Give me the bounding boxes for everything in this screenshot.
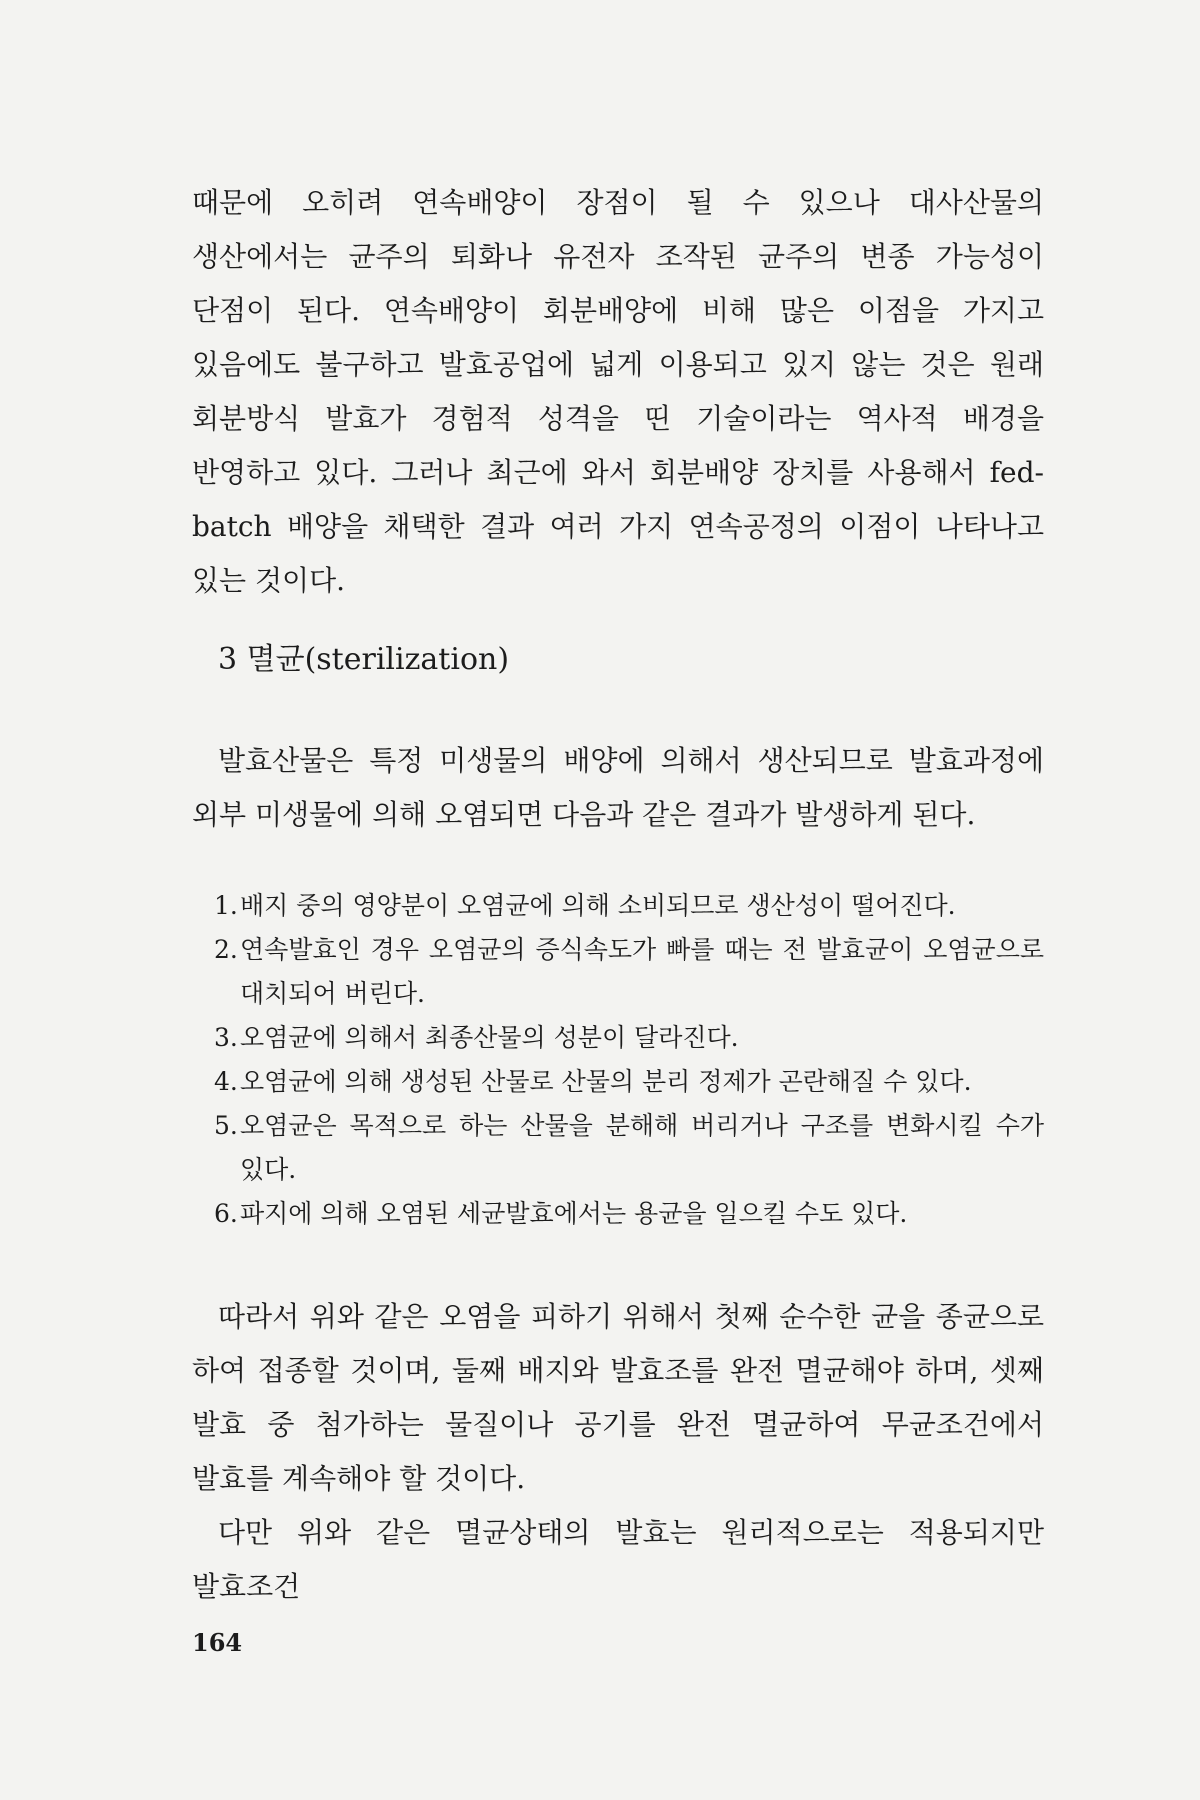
list-item bbox=[214, 928, 1044, 1016]
list-item-number: 3. bbox=[214, 1023, 238, 1052]
list-item bbox=[214, 1104, 1044, 1192]
sterilization-intro-paragraph: 발효산물은 특정 미생물의 배양에 의해서 생산되므로 발효과정에 외부 미생물에 의해 오염되면 다음과 같은 결과가 발생하게 된다. bbox=[192, 744, 1044, 831]
list-item-number: 5. bbox=[214, 1111, 238, 1140]
list-item-text: 오염균에 의해서 최종산물의 성분이 달라진다. bbox=[240, 1023, 739, 1052]
section-heading: 3 멸균(sterilization) bbox=[218, 642, 510, 677]
list-item-text: 오염균은 목적으로 하는 산물을 분해해 버리거나 구조를 변화시킬 수가 있다. bbox=[240, 1111, 1044, 1184]
closing-paragraph: 다만 위와 같은 멸균상태의 발효는 원리적으로는 적용되지만 발효조건 bbox=[192, 1516, 1044, 1603]
list-item-number: 1. bbox=[214, 891, 238, 920]
list-item-text: 연속발효인 경우 오염균의 증식속도가 빠를 때는 전 발효균이 오염균으로 대치되어 버린다. bbox=[240, 935, 1044, 1008]
list-item-number: 4. bbox=[214, 1067, 238, 1096]
prevention-paragraph: 따라서 위와 같은 오염을 피하기 위해서 첫째 순수한 균을 종균으로 하여 접종할 것이며, 둘째 배지와 발효조를 완전 멸균해야 하며, 셋째 발효 중 첨가하는 물질이나 공기를 완전 멸균하여 무균조건에서 발효를 계속해야 할 것이다. bbox=[192, 1300, 1044, 1495]
list-item-number: 2. bbox=[214, 935, 238, 964]
intro-paragraph: 때문에 오히려 연속배양이 장점이 될 수 있으나 대사산물의 생산에서는 균주의 퇴화나 유전자 조작된 균주의 변종 가능성이 단점이 된다. 연속배양이 회분배양에 비해 많은 이점을 가지고 있음에도 불구하고 발효공업에 넓게 이용되고 있지 않는 것은 원래 회분방식 발효가 경험적 성격을 띤 기술이라는 역사적 배경을 반영하고 있다. 그러나 최근에 와서 회분배양 장치를 사용해서 fed-batch 배양을 채택한 결과 여러 가지 연속공정의 이점이 나타나고 있는 것이다. bbox=[192, 186, 1044, 597]
page-number: 164 bbox=[192, 1628, 243, 1657]
list-item-number: 6. bbox=[214, 1199, 238, 1228]
list-item bbox=[214, 1060, 1044, 1104]
list-item-text: 파지에 의해 오염된 세균발효에서는 용균을 일으킬 수도 있다. bbox=[240, 1199, 908, 1228]
list-item-text: 배지 중의 영양분이 오염균에 의해 소비되므로 생산성이 떨어진다. bbox=[240, 891, 956, 920]
list-item-text: 오염균에 의해 생성된 산물로 산물의 분리 정제가 곤란해질 수 있다. bbox=[240, 1067, 972, 1096]
list-item bbox=[214, 1192, 1044, 1236]
list-item bbox=[214, 1016, 1044, 1060]
contamination-effects-list bbox=[214, 884, 1044, 1236]
list-item bbox=[214, 884, 1044, 928]
